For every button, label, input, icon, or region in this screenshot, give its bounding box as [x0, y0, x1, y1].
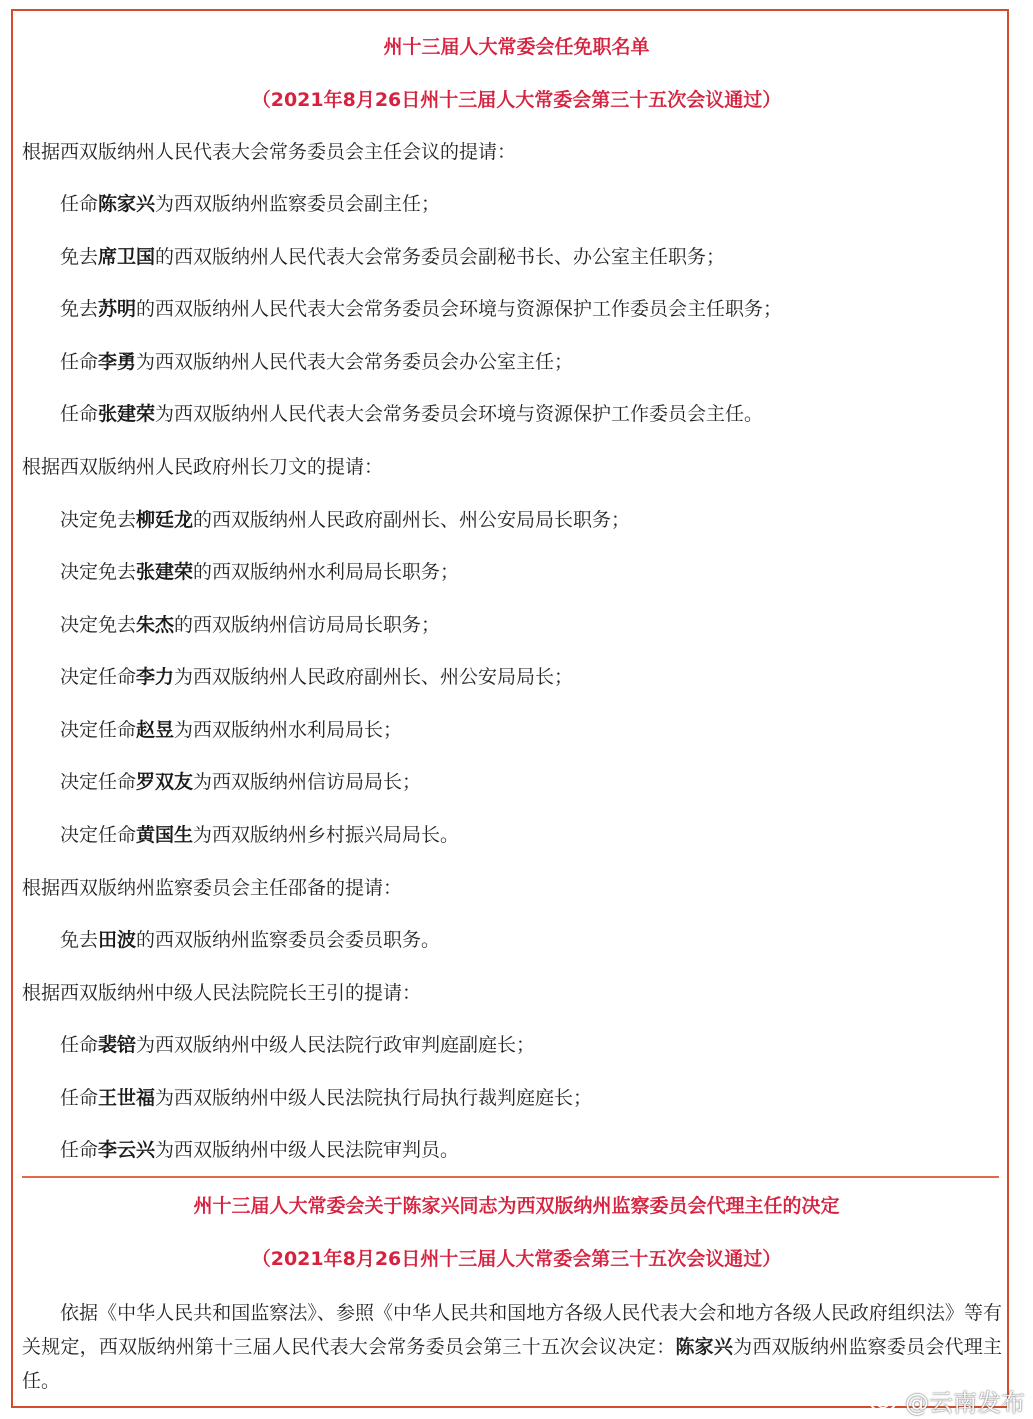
action-text: 决定任命: [60, 824, 137, 846]
person-name: 赵昱: [136, 719, 175, 741]
position-text: 为西双版纳州乡村振兴局局长。: [193, 824, 460, 846]
body-text-end: 为西双版纳州监察委员会代理主任。: [22, 1336, 1002, 1392]
person-name: 苏明: [98, 298, 137, 320]
watermark-text: @云南发布: [905, 1388, 1025, 1417]
body-text: 依据《中华人民共和国监察法》、参照《中华人民共和国地方各级人民代表大会和地方各级人民政府组织法》等有关规定，西双版纳州第十三届人民代表大会常务委员会第三十五次会议决定：: [22, 1302, 1002, 1358]
appointment-item: [60, 296, 782, 322]
group-intro: 根据西双版纳州中级人民法院院长王引的提请：: [22, 982, 422, 1004]
group-intro: 根据西双版纳州人民代表大会常务委员会主任会议的提请：: [22, 141, 517, 163]
position-text: 为西双版纳州人民代表大会常务委员会办公室主任；: [136, 351, 574, 373]
appointment-item: [60, 927, 440, 953]
action-text: 任命: [60, 351, 99, 373]
action-text: 免去: [60, 929, 99, 951]
appointment-item: [60, 717, 402, 743]
appointment-item: [60, 349, 573, 375]
person-name: 黄国生: [136, 824, 194, 846]
position-text: 为西双版纳州水利局局长；: [174, 719, 403, 741]
position-text: 的西双版纳州人民代表大会常务委员会环境与资源保护工作委员会主任职务；: [136, 298, 783, 320]
appointment-item: [60, 559, 459, 585]
position-text: 为西双版纳州人民政府副州长、州公安局局长；: [174, 666, 574, 688]
position-text: 为西双版纳州人民代表大会常务委员会环境与资源保护工作委员会主任。: [155, 403, 764, 425]
appointment-item: [60, 612, 440, 638]
person-name: 田波: [98, 929, 137, 951]
appointment-item: [60, 664, 573, 690]
person-name: 李勇: [98, 351, 137, 373]
appointment-item: [60, 822, 459, 848]
person-name: 朱杰: [136, 614, 175, 636]
action-text: 决定免去: [60, 509, 137, 531]
action-text: 决定任命: [60, 666, 137, 688]
position-text: 的西双版纳州人民政府副州长、州公安局局长职务；: [193, 509, 631, 531]
appointment-item: [60, 1137, 459, 1163]
position-text: 为西双版纳州监察委员会副主任；: [155, 193, 441, 215]
person-name: 陈家兴: [98, 193, 156, 215]
doc1-subtitle: （2021年8月26日州十三届人大常委会第三十五次会议通过）: [251, 89, 782, 111]
appointment-item: [60, 507, 630, 533]
doc1-title: 州十三届人大常委会任免职名单: [383, 36, 650, 58]
position-text: 的西双版纳州信访局局长职务；: [174, 614, 441, 636]
section-divider: [22, 1176, 999, 1178]
person-name: 张建荣: [136, 561, 194, 583]
person-name: 席卫国: [98, 246, 156, 268]
group-intro: 根据西双版纳州监察委员会主任邵备的提请：: [22, 877, 403, 899]
action-text: 决定任命: [60, 771, 137, 793]
person-name: 陈家兴: [675, 1336, 734, 1358]
position-text: 为西双版纳州中级人民法院执行局执行裁判庭庭长；: [155, 1087, 593, 1109]
appointment-item: [60, 401, 763, 427]
person-name: 李力: [136, 666, 175, 688]
action-text: 免去: [60, 298, 99, 320]
person-name: 罗双友: [136, 771, 194, 793]
action-text: 决定免去: [60, 614, 137, 636]
appointment-item: [60, 1032, 535, 1058]
position-text: 的西双版纳州水利局局长职务；: [193, 561, 460, 583]
doc2-title: 州十三届人大常委会关于陈家兴同志为西双版纳州监察委员会代理主任的决定: [193, 1195, 840, 1217]
person-name: 裴锫: [98, 1034, 137, 1056]
appointment-item: [60, 769, 421, 795]
action-text: 任命: [60, 1087, 99, 1109]
action-text: 免去: [60, 246, 99, 268]
person-name: 张建荣: [98, 403, 156, 425]
action-text: 任命: [60, 193, 99, 215]
group-intro: 根据西双版纳州人民政府州长刀文的提请：: [22, 456, 384, 478]
position-text: 为西双版纳州中级人民法院审判员。: [155, 1139, 460, 1161]
doc2-body: [22, 1296, 1002, 1398]
position-text: 的西双版纳州人民代表大会常务委员会副秘书长、办公室主任职务；: [155, 246, 726, 268]
appointment-item: [60, 1085, 592, 1111]
weibo-icon: [869, 1387, 901, 1413]
appointment-item: [60, 244, 725, 270]
position-text: 的西双版纳州监察委员会委员职务。: [136, 929, 441, 951]
doc2-subtitle: （2021年8月26日州十三届人大常委会第三十五次会议通过）: [251, 1248, 782, 1270]
action-text: 任命: [60, 403, 99, 425]
appointment-item: [60, 191, 440, 217]
action-text: 决定任命: [60, 719, 137, 741]
action-text: 任命: [60, 1139, 99, 1161]
action-text: 任命: [60, 1034, 99, 1056]
person-name: 王世福: [98, 1087, 156, 1109]
position-text: 为西双版纳州中级人民法院行政审判庭副庭长；: [136, 1034, 536, 1056]
person-name: 柳廷龙: [136, 509, 194, 531]
position-text: 为西双版纳州信访局局长；: [193, 771, 422, 793]
weibo-watermark: [869, 1383, 1025, 1417]
person-name: 李云兴: [98, 1139, 156, 1161]
action-text: 决定免去: [60, 561, 137, 583]
